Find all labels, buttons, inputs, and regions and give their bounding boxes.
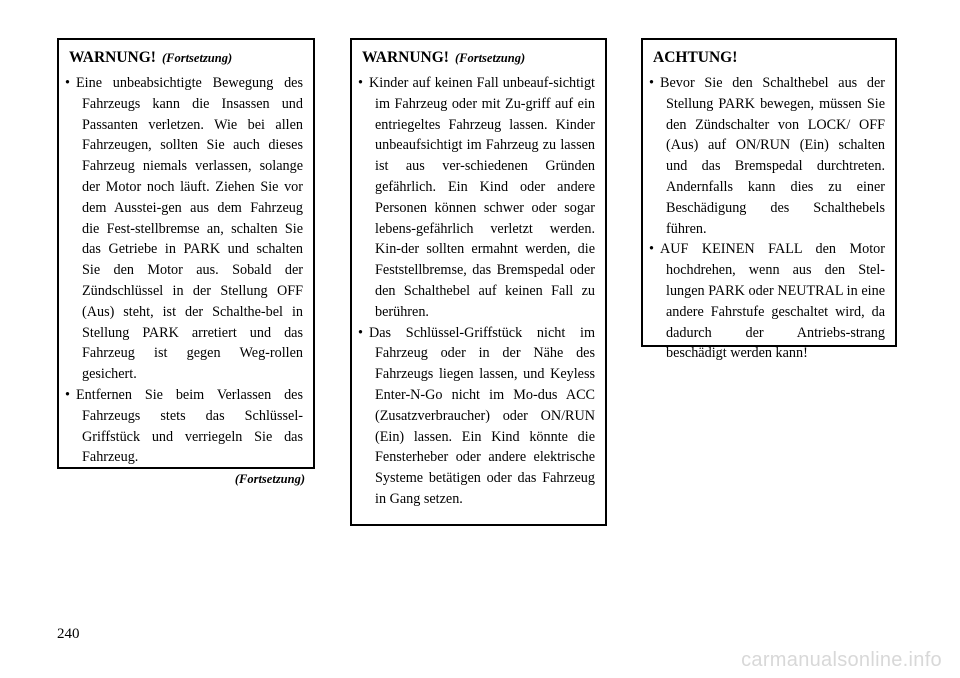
warning-box-2 [350, 38, 607, 526]
watermark: carmanualsonline.info [741, 649, 942, 671]
warning-heading-2 [362, 48, 595, 68]
heading-continued: (Fortsetzung) [161, 51, 233, 65]
bullet-item: • Eine unbeabsichtigte Bewegung des Fahrzeugs kann die Insassen und Passanten verletzen. Wie bei allen Fahrzeugen, sollten Sie auch dieses Fahrzeug niemals verlassen, solange der Motor noch läuft. Ziehen Sie vor dem Ausstei-gen aus dem Fahrzeug die Fest-stellbremse an, schalten Sie das Getriebe in PARK und schalten Sie den Motor aus. Sobald der Zündschlüssel in der Stellung OFF (Aus) steht, ist der Schalthe-bel in Stellung PARK arretiert und das Fahrzeug ist gegen Weg-rollen gesichert. [69, 73, 303, 385]
caution-heading [653, 48, 885, 68]
continued-label: (Fortsetzung) [234, 472, 305, 486]
bullet-list-3 [653, 73, 885, 364]
bullet-list-2 [362, 73, 595, 510]
heading-text: WARNUNG! [362, 49, 449, 66]
warning-heading-1 [69, 48, 303, 68]
page-number: 240 [57, 626, 80, 642]
bullet-item: • Kinder auf keinen Fall unbeauf-sichtigt im Fahrzeug oder mit Zu-griff auf ein entriegeltes Fahrzeug lassen. Kinder unbeaufsichtigt im Fahrzeug zu lassen ist aus ver-schiedenen Gründen gefährlich. Ein Kind oder andere Personen können schwer oder sogar lebens-gefährlich verletzt werden. Kin-der sollten ermahnt werden, die Feststellbremse, das Bremspedal oder den Schalthebel auf keinen Fall zu berühren. [362, 73, 595, 323]
caution-box [641, 38, 897, 362]
bullet-item: • Das Schlüssel-Griffstück nicht im Fahrzeug oder in der Nähe des Fahrzeugs liegen lassen, und Keyless Enter-N-Go nicht im Mo-dus ACC (Zusatzverbraucher) oder ON/RUN (Ein) lassen. Ein Kind könnte die Fensterheber oder andere elektrische Systeme betätigen oder das Fahrzeug in Gang setzen. [362, 323, 595, 510]
heading-continued: (Fortsetzung) [454, 51, 526, 65]
bullet-item: • Bevor Sie den Schalthebel aus der Stellung PARK bewegen, müssen Sie den Zündschalter von LOCK/ OFF (Aus) auf ON/RUN (Ein) schalten und das Bremspedal durchtreten. Andernfalls kann dies zu einer Beschädigung des Schalthebels führen. [653, 73, 885, 239]
heading-text: ACHTUNG! [653, 49, 738, 66]
warning-box-1 [57, 38, 315, 469]
bullet-list-1 [69, 73, 303, 468]
heading-text: WARNUNG! [69, 49, 156, 66]
bullet-item: • Entfernen Sie beim Verlassen des Fahrzeugs stets das Schlüssel-Griffstück und verriegeln Sie das Fahrzeug. [69, 385, 303, 468]
bullet-item: • AUF KEINEN FALL den Motor hochdrehen, wenn aus den Stel-lungen PARK oder NEUTRAL in eine andere Fahrstufe geschaltet wird, da dadurch der Antriebs-strang beschädigt werden kann! [653, 239, 885, 364]
